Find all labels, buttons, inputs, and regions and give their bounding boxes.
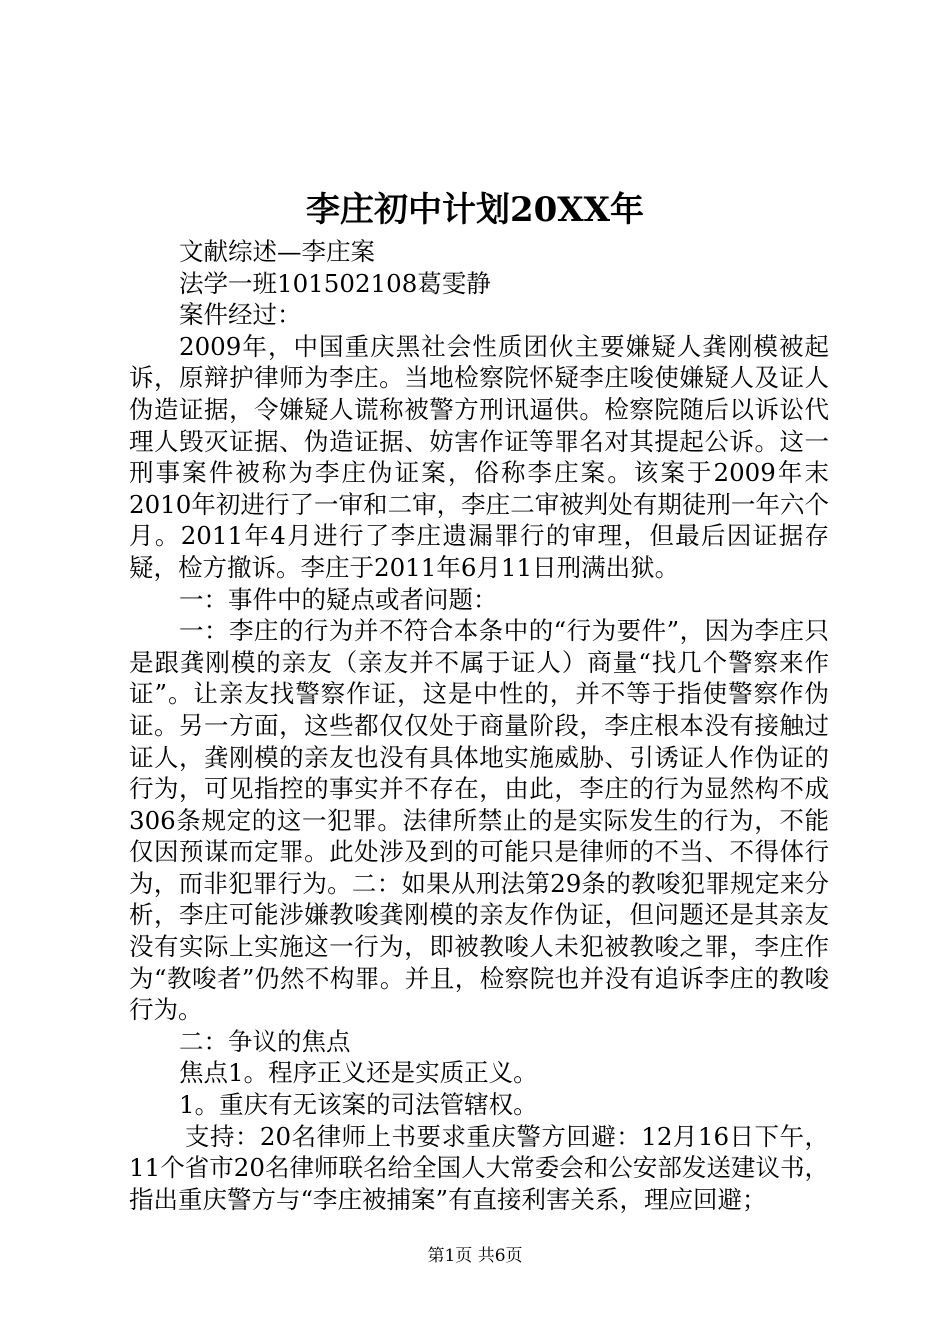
paragraph-subtitle: 文献综述—李庄案 [179, 237, 375, 266]
paragraph-focus-1: 焦点1。程序正义还是实质正义。 [179, 1058, 538, 1088]
paragraph-case-heading: 案件经过： [179, 300, 302, 330]
document-body [129, 236, 829, 1215]
paragraph-case-summary: 2009年，中国重庆黑社会性质团伙主要嫌疑人龚刚模被起诉，原辩护律师为李庄。当地检察院怀疑李庄唆使嫌疑人及证人伪造证据，令嫌疑人谎称被警方刑讯逼供。检察院随后以诉讼代理人毁灭证据、伪造证据、妨害作证等罪名对其提起公诉。这一刑事案件被称为李庄伪证案，俗称李庄案。该案于2009年末2010年初进行了一审和二审，李庄二审被判处有期徒刑一年六个月。2011年4月进行了李庄遗漏罪行的审理，但最后因证据存疑，检方撤诉。李庄于2011年6月11日刑满出狱。 [129, 331, 829, 582]
paragraph-questions-heading: 一：事件中的疑点或者问题： [179, 584, 498, 614]
document-title: 李庄初中计划20XX年 [305, 190, 645, 230]
paragraph-controversy-heading: 二：争议的焦点 [179, 1026, 351, 1056]
paragraph-jurisdiction: 1。重庆有无该案的司法管辖权。 [179, 1090, 538, 1120]
paragraph-support: 支持：20名律师上书要求重庆警方回避：12月16日下午，11个省市20名律师联名给全国人大常委会和公安部发送建议书，指出重庆警方与“李庄被捕案”有直接利害关系，理应回避； [129, 1121, 829, 1214]
page-footer: 第1页 共6页 [427, 1246, 523, 1266]
paragraph-questions-body: 一：李庄的行为并不符合本条中的“行为要件”，因为李庄只是跟龚刚模的亲友（亲友并不属于证人）商量“找几个警察来作证”。让亲友找警察作证，这是中性的，并不等于指使警察作伪证。另一方面，这些都仅仅处于商量阶段，李庄根本没有接触过证人，龚刚模的亲友也没有具体地实施威胁、引诱证人作伪证的行为，可见指控的事实并不存在，由此，李庄的行为显然构不成306条规定的这一犯罪。法律所禁止的是实际发生的行为，不能仅因预谋而定罪。此处涉及到的可能只是律师的不当、不得体行为，而非犯罪行为。二：如果从刑法第29条的教唆犯罪规定来分析，李庄可能涉嫌教唆龚刚模的亲友作伪证，但问题还是其亲友没有实际上实施这一行为，即被教唆人未犯被教唆之罪，李庄作为“教唆者”仍然不构罪。并且，检察院也并没有追诉李庄的教唆行为。 [129, 616, 829, 1025]
paragraph-author: 法学一班101502108葛雯静 [179, 268, 491, 298]
